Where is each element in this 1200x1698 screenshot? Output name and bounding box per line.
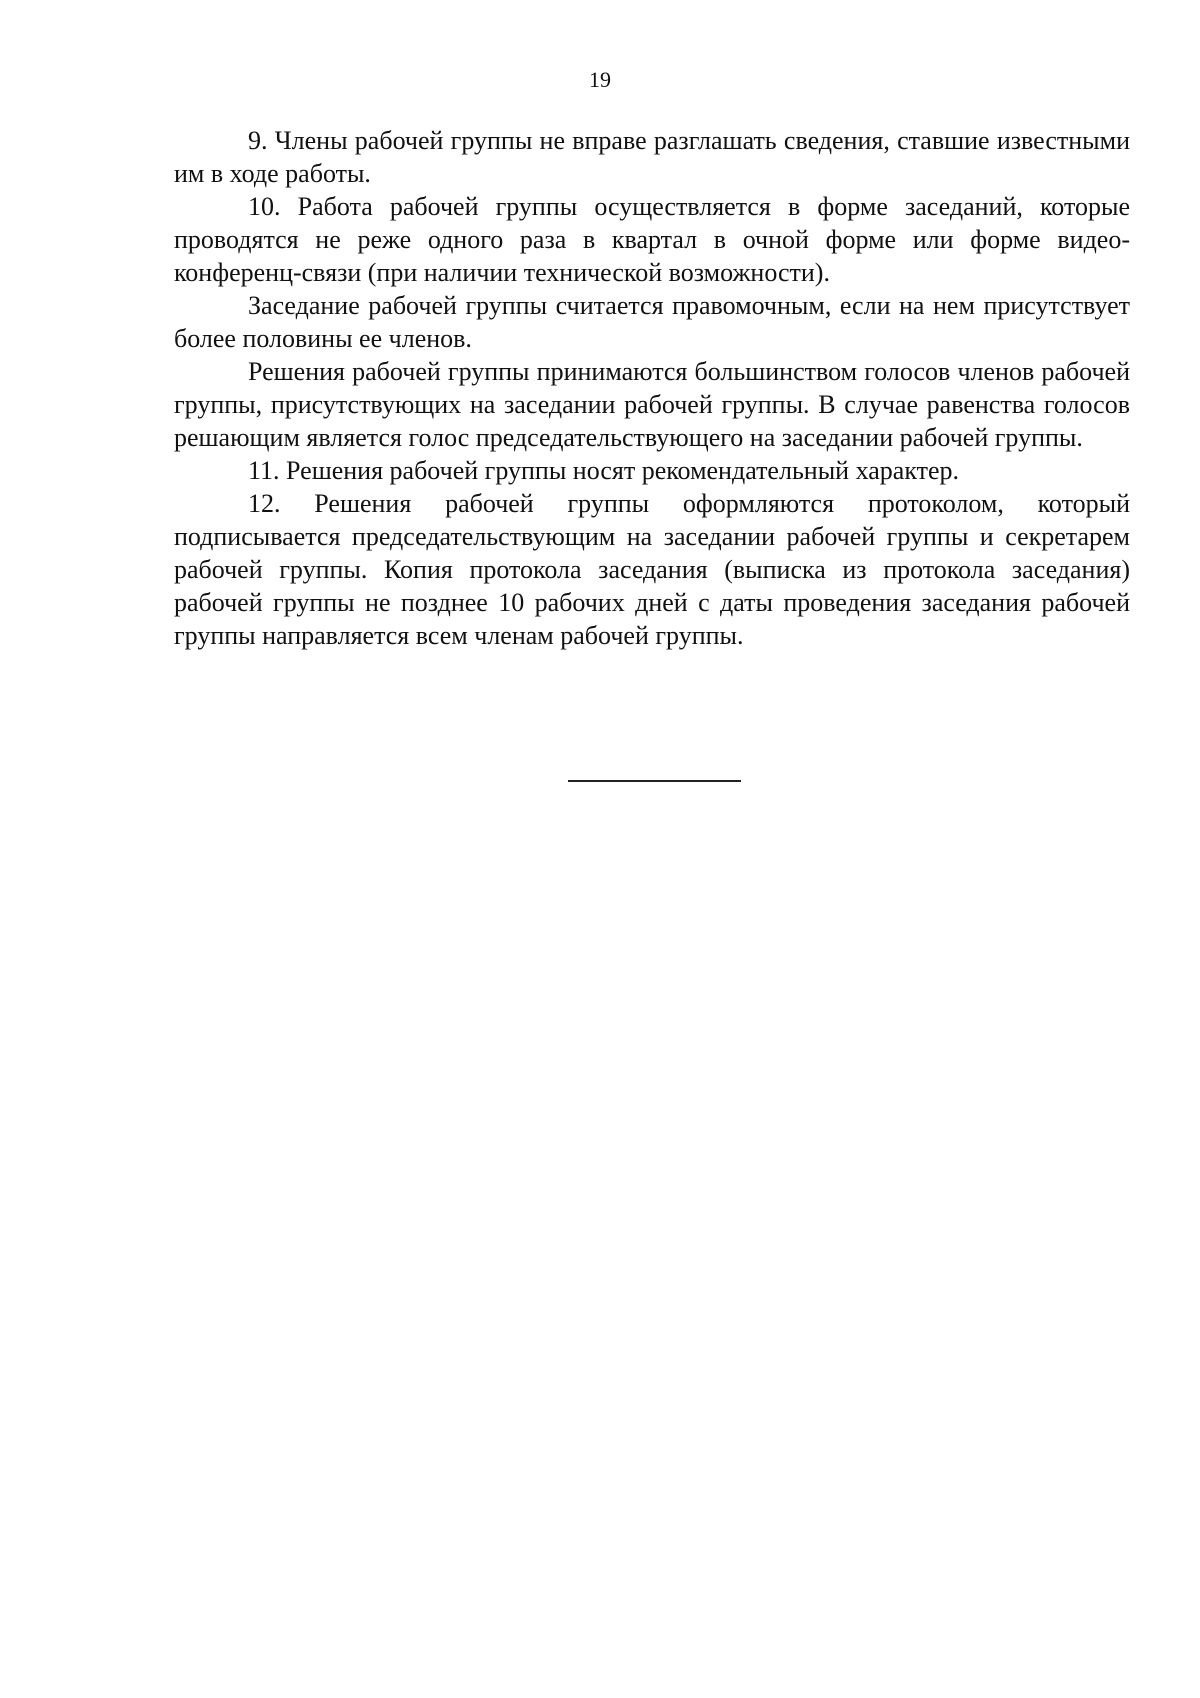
document-body — [174, 124, 1130, 652]
end-separator-line — [568, 780, 741, 782]
page-number: 19 — [589, 67, 611, 92]
paragraph-item-10: 10. Работа рабочей группы осуществляется в форме заседаний, которые проводятся не реже одного раза в квартал в очной форме или форме видео-конференц-связи (при наличии технической возможности). — [174, 192, 1130, 287]
paragraph-voting: Решения рабочей группы принимаются большинством голосов членов рабочей группы, присутствующих на заседании рабочей группы. В случае равенства голосов решающим является голос председательствующего на заседании рабочей группы. — [174, 357, 1130, 452]
paragraph-quorum: Заседание рабочей группы считается правомочным, если на нем присутствует более половины ее членов. — [174, 291, 1130, 353]
paragraph-item-12: 12. Решения рабочей группы оформляются протоколом, который подписывается председательствующим на заседании рабочей группы и секретарем рабочей группы. Копия протокола заседания (выписка из протокола заседания) рабочей группы не позднее 10 рабочих дней с даты проведения заседания рабочей группы направляется всем членам рабочей группы. — [174, 489, 1130, 650]
paragraph-item-9: 9. Члены рабочей группы не вправе разглашать сведения, ставшие известными им в ходе работы. — [174, 126, 1130, 188]
paragraph-item-11: 11. Решения рабочей группы носят рекомендательный характер. — [248, 456, 960, 485]
